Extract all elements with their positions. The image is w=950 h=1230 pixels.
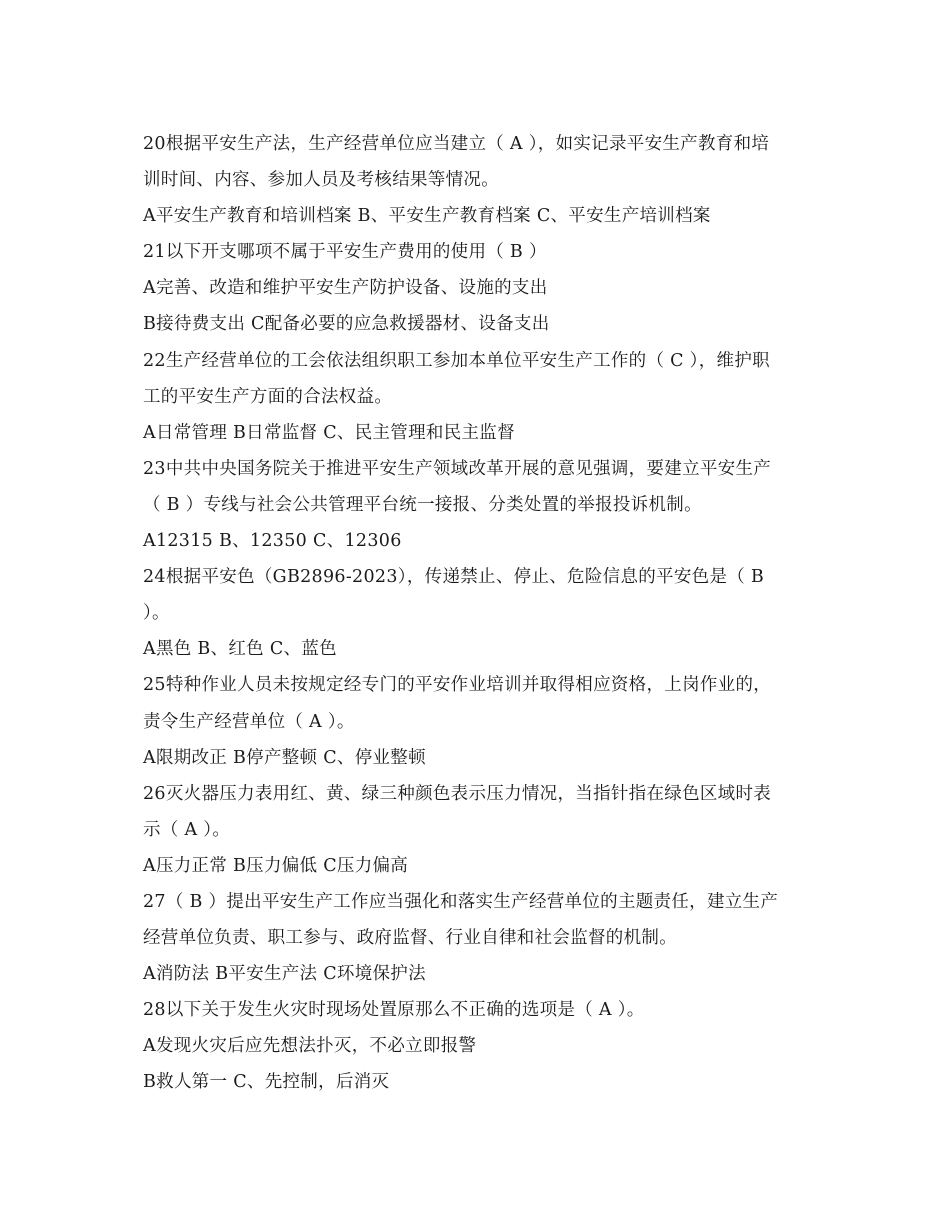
question-21-options-2: B接待费支出 C配备必要的应急救援器材、设备支出 xyxy=(143,314,550,335)
question-28-line-1: 28以下关于发生火灾时现场处置原那么不正确的选项是（ A ）。 xyxy=(143,1000,645,1021)
document-body xyxy=(143,126,813,1101)
question-27-line-1: 27（ B ）提出平安生产工作应当强化和落实生产经营单位的主题责任，建立生产 xyxy=(143,891,779,912)
question-23-options: A12315 B、12350 C、12306 xyxy=(143,531,402,552)
question-22-options: A日常管理 B日常监督 C、民主管理和民主监督 xyxy=(143,422,515,443)
question-25-line-2: 责令生产经营单位（ A ）。 xyxy=(143,711,355,732)
question-27-options: A消防法 B平安生产法 C环境保护法 xyxy=(143,964,426,985)
question-24-line-2: ）。 xyxy=(143,603,170,624)
question-28-options-2: B救人第一 C、先控制，后消灭 xyxy=(143,1072,390,1093)
question-26-line-2: 示（ A ）。 xyxy=(143,819,231,840)
question-20-options: A平安生产教育和培训档案 B、平安生产教育档案 C、平安生产培训档案 xyxy=(143,206,711,227)
question-23-line-1: 23中共中央国务院关于推进平安生产领域改革开展的意见强调，要建立平安生产 xyxy=(143,458,772,479)
question-21-line-1: 21以下开支哪项不属于平安生产费用的使用（ B ） xyxy=(143,242,547,263)
question-25-options: A限期改正 B停产整顿 C、停业整顿 xyxy=(143,747,426,768)
question-26-line-1: 26灭火器压力表用红、黄、绿三种颜色表示压力情况，当指针指在绿色区域时表 xyxy=(143,783,772,804)
question-20-line-1: 20根据平安生产法，生产经营单位应当建立（ A ），如实记录平安生产教育和培 xyxy=(143,134,770,154)
question-22-line-2: 工的平安生产方面的合法权益。 xyxy=(143,386,393,407)
question-24-line-1: 24根据平安色（GB2896-2023），传递禁止、停止、危险信息的平安色是（ B xyxy=(143,567,765,588)
question-21-options-1: A完善、改造和维护平安生产防护设备、设施的支出 xyxy=(143,278,548,299)
question-27-line-2: 经营单位负责、职工参与、政府监督、行业自律和社会监督的机制。 xyxy=(143,928,677,949)
question-26-options: A压力正常 B压力偏低 C压力偏高 xyxy=(143,855,409,876)
question-20-line-2: 训时间、内容、参加人员及考核结果等情况。 xyxy=(143,170,499,191)
question-28-options-1: A发现火灾后应先想法扑灭，不必立即报警 xyxy=(143,1036,477,1057)
question-24-options: A黑色 B、红色 C、蓝色 xyxy=(143,639,337,660)
question-22-line-1: 22生产经营单位的工会依法组织职工参加本单位平安生产工作的（ C ），维护职 xyxy=(143,350,770,371)
question-23-line-2: （ B ）专线与社会公共管理平台统一接报、分类处置的举报投诉机制。 xyxy=(143,494,702,515)
question-25-line-1: 25特种作业人员未按规定经专门的平安作业培训并取得相应资格，上岗作业的， xyxy=(143,675,772,696)
